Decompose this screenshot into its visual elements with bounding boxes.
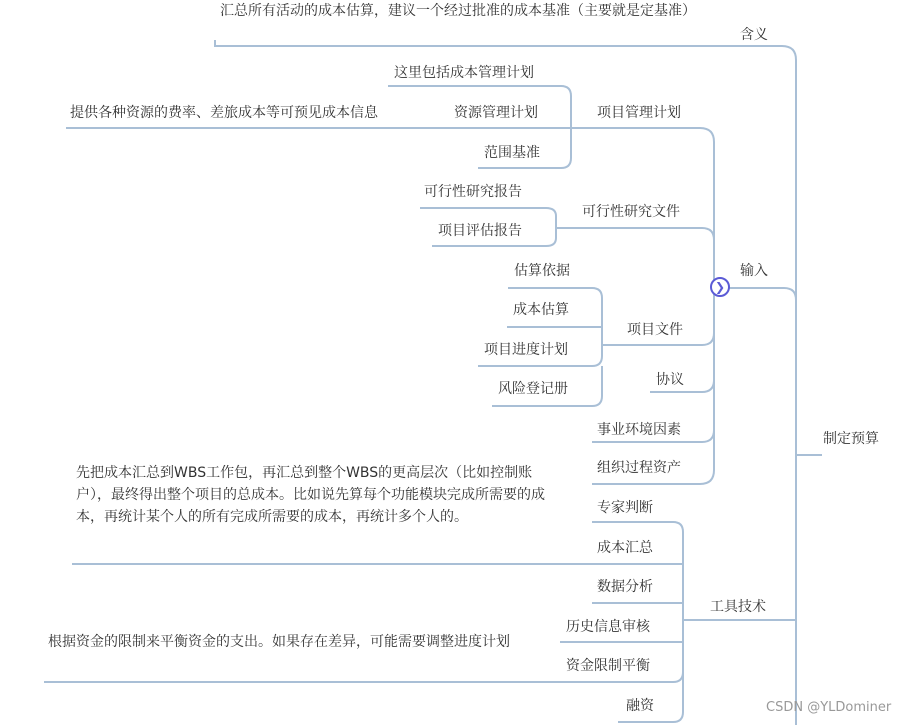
input-opa[interactable]: 组织过程资产 — [597, 460, 681, 476]
input-eef[interactable]: 事业环境因素 — [597, 422, 681, 438]
tool-historical[interactable]: 历史信息审核 — [566, 619, 650, 635]
input-node[interactable]: 输入 — [740, 263, 768, 279]
docs-item-basis[interactable]: 估算依据 — [514, 263, 570, 279]
plan-item-scope[interactable]: 范围基准 — [484, 145, 540, 161]
input-spine-down — [592, 288, 714, 484]
plan-item-resource[interactable]: 资源管理计划 — [454, 105, 538, 121]
project-docs-node[interactable]: 项目文件 — [627, 322, 683, 338]
project-plan-node[interactable]: 项目管理计划 — [597, 105, 681, 121]
expand-icon[interactable]: ❯ — [710, 277, 730, 297]
tool-funding-limit[interactable]: 资金限制平衡 — [566, 658, 650, 674]
input-agreement[interactable]: 协议 — [656, 372, 684, 388]
plan-item-cost[interactable]: 这里包括成本管理计划 — [394, 65, 534, 81]
docs-item-schedule[interactable]: 项目进度计划 — [484, 342, 568, 358]
feasibility-item-report[interactable]: 可行性研究报告 — [424, 184, 522, 200]
aggregation-note: 先把成本汇总到WBS工作包，再汇总到整个WBS的更高层次（比如控制账户），最终得出整个项目的总成本。比如说先算每个功能模块完成所需要的成本，再统计某个人的所有完成所需要的成本，再统计多个人的。 — [76, 465, 545, 525]
resource-note: 提供各种资源的费率、差旅成本等可预见成本信息 — [70, 105, 378, 121]
docs-item-estimate[interactable]: 成本估算 — [513, 302, 569, 318]
feasibility-node[interactable]: 可行性研究文件 — [582, 204, 680, 220]
tool-aggregation[interactable]: 成本汇总 — [597, 540, 653, 556]
tool-data-analysis[interactable]: 数据分析 — [597, 579, 653, 595]
funding-note: 根据资金的限制来平衡资金的支出。如果存在差异，可能需要调整进度计划 — [48, 634, 510, 650]
root-node[interactable]: 制定预算 — [823, 431, 879, 447]
feasibility-item-eval[interactable]: 项目评估报告 — [438, 223, 522, 239]
branch-input — [728, 288, 796, 455]
meaning-note: 汇总所有活动的成本估算，建议一个经过批准的成本基准（主要就是定基准） — [220, 3, 696, 19]
meaning-node[interactable]: 含义 — [740, 27, 768, 43]
docs-item-risk[interactable]: 风险登记册 — [498, 381, 568, 397]
tool-expert[interactable]: 专家判断 — [597, 500, 653, 516]
watermark: CSDN @YLDominer — [766, 700, 892, 715]
tool-financing[interactable]: 融资 — [626, 698, 654, 714]
tools-node[interactable]: 工具技术 — [710, 599, 766, 615]
